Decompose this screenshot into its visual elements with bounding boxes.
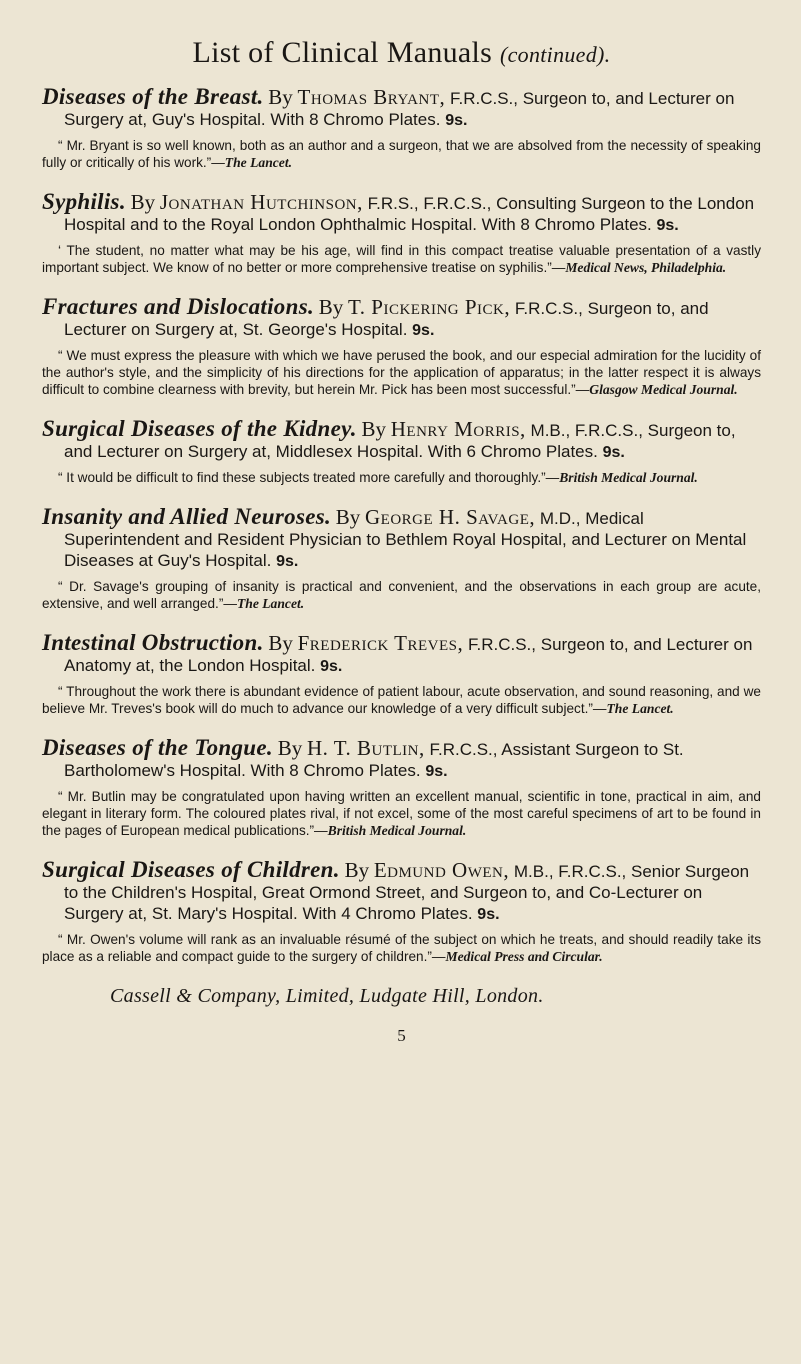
quote-text: “ Mr. Butlin may be congratulated upon having written an excellent manual, scientific in tone, practical in aim, and elegant in literary form. The coloured plates rival, if not excel, some of the most careful specimens of art to be found in the pages of European medical publications.”— xyxy=(42,789,761,838)
entry-heading xyxy=(42,418,761,463)
price: 9s. xyxy=(477,906,500,923)
review-quote xyxy=(42,242,761,276)
review-source: The Lancet. xyxy=(606,701,674,716)
author-name: Edmund Owen, xyxy=(373,858,510,882)
entries-list xyxy=(42,86,761,965)
author-name: Jonathan Hutchinson, xyxy=(159,190,363,214)
quote-text: “ We must express the pleasure with which we have perused the book, and our especial admiration for the lucidity of the author's style, and the simplicity of his directions for the application of apparatus; in the latter respect it is always difficult to combine clearness with brevity, but herein Mr. Pick has been most successful.”— xyxy=(42,348,761,397)
page-title-text: List of Clinical Manuals xyxy=(192,36,493,69)
author-details: M.B., F.R.C.S., Surgeon to, and Lecturer on Surgery at, Middlesex Hospital. With 6 Chromo Plates. xyxy=(64,421,736,461)
by-label: By xyxy=(361,417,387,441)
by-label: By xyxy=(277,736,303,760)
review-quote xyxy=(42,469,761,486)
book-title: Diseases of the Tongue. xyxy=(42,735,273,760)
author-details: M.D., Medical Superintendent and Resident Physician to Bethlem Royal Hospital, and Lecturer on Mental Diseases at Guy's Hospital. xyxy=(64,509,747,570)
review-quote xyxy=(42,683,761,717)
by-label: By xyxy=(268,631,293,655)
book-title: Surgical Diseases of the Kidney. xyxy=(42,416,357,441)
book-title: Fractures and Dislocations. xyxy=(42,294,315,319)
author-name: T. Pickering Pick, xyxy=(348,295,511,319)
book-title: Surgical Diseases of Children. xyxy=(42,857,340,882)
price: 9s. xyxy=(412,322,435,339)
review-source: Medical Press and Circular. xyxy=(445,949,603,964)
author-name: George H. Savage, xyxy=(365,505,536,529)
quote-text: “ Mr. Owen's volume will rank as an invaluable résumé of the subject on which he treats, and should readily take its place as a reliable and compact guide to the surgery of children.”— xyxy=(42,932,761,964)
author-details: F.R.C.S., Surgeon to, and Lecturer on Anatomy at, the London Hospital. xyxy=(64,635,753,675)
page-number: 5 xyxy=(397,1026,406,1045)
review-source: The Lancet. xyxy=(236,596,305,611)
page-title xyxy=(42,36,761,70)
entry-heading xyxy=(42,632,761,677)
review-source: British Medical Journal. xyxy=(327,823,467,838)
book-title: Intestinal Obstruction. xyxy=(42,630,264,655)
entry-heading xyxy=(42,506,761,572)
review-source: British Medical Journal. xyxy=(559,470,698,485)
by-label: By xyxy=(344,858,370,882)
review-quote xyxy=(42,788,761,839)
entry-heading xyxy=(42,859,761,925)
list-item xyxy=(42,191,761,276)
price: 9s. xyxy=(602,444,625,461)
quote-text: “ It would be difficult to find these subjects treated more carefully and thoroughly.”— xyxy=(58,470,560,485)
review-source: Medical News, Philadelphia. xyxy=(565,260,727,275)
publisher-line: Cassell & Company, Limited, Ludgate Hill, London. xyxy=(110,985,544,1007)
entry-heading xyxy=(42,296,761,341)
quote-text: “ Throughout the work there is abundant evidence of patient labour, acute observation, and sound reasoning, and we believe Mr. Treves's book will do much to advance our knowledge of a very difficult subject.”— xyxy=(42,684,761,716)
author-details: F.R.S., F.R.C.S., Consulting Surgeon to the London Hospital and to the Royal London Ophthalmic Hospital. With 8 Chromo Plates. xyxy=(64,194,755,234)
entry-heading xyxy=(42,191,761,236)
price: 9s. xyxy=(320,658,343,675)
author-name: Frederick Treves, xyxy=(297,631,464,655)
price: 9s. xyxy=(276,553,299,570)
by-label: By xyxy=(318,295,344,319)
price: 9s. xyxy=(425,763,448,780)
quote-text: ‘ The student, no matter what may be his age, will find in this compact treatise valuable presentation of a vastly important subject. We know of no better or more comprehensive treatise on syphilis.”— xyxy=(42,243,761,275)
author-name: H. T. Butlin, xyxy=(306,736,425,760)
continued-label: (continued). xyxy=(499,42,611,67)
by-label: By xyxy=(130,190,156,214)
by-label: By xyxy=(268,85,293,109)
book-title: Syphilis. xyxy=(42,189,126,214)
author-details: F.R.C.S., Surgeon to, and Lecturer on Surgery at, St. George's Hospital. xyxy=(64,299,709,339)
by-label: By xyxy=(335,505,361,529)
author-details: F.R.C.S., Surgeon to, and Lecturer on Surgery at, Guy's Hospital. With 8 Chromo Plates. xyxy=(64,89,735,129)
list-item xyxy=(42,418,761,486)
book-title: Insanity and Allied Neuroses. xyxy=(42,504,332,529)
review-source: The Lancet. xyxy=(224,155,292,170)
list-item xyxy=(42,632,761,717)
price: 9s. xyxy=(656,217,679,234)
list-item xyxy=(42,86,761,171)
book-title: Diseases of the Breast. xyxy=(42,84,264,109)
author-details: M.B., F.R.C.S., Senior Surgeon to the Children's Hospital, Great Ormond Street, and Surgeon to, and Co-Lecturer on Surgery at, St. Mary's Hospital. With 4 Chromo Plates. xyxy=(64,862,750,923)
quote-text: “ Mr. Bryant is so well known, both as an author and a surgeon, that we are absolved from the necessity of speaking fully or critically of his work.”— xyxy=(42,138,761,170)
list-item xyxy=(42,506,761,612)
entry-heading xyxy=(42,737,761,782)
author-name: Thomas Bryant, xyxy=(297,85,446,109)
review-source: Glasgow Medical Journal. xyxy=(589,382,738,397)
entry-heading xyxy=(42,86,761,131)
review-quote xyxy=(42,347,761,398)
quote-text: “ Dr. Savage's grouping of insanity is practical and convenient, and the observations in each group are acute, extensive, and well arranged.”— xyxy=(42,579,761,611)
list-item xyxy=(42,296,761,398)
review-quote xyxy=(42,578,761,612)
price: 9s. xyxy=(445,112,468,129)
author-details: F.R.C.S., Assistant Surgeon to St. Bartholomew's Hospital. With 8 Chromo Plates. xyxy=(64,740,684,780)
review-quote xyxy=(42,137,761,171)
review-quote xyxy=(42,931,761,965)
list-item xyxy=(42,859,761,965)
list-item xyxy=(42,737,761,839)
author-name: Henry Morris, xyxy=(390,417,526,441)
